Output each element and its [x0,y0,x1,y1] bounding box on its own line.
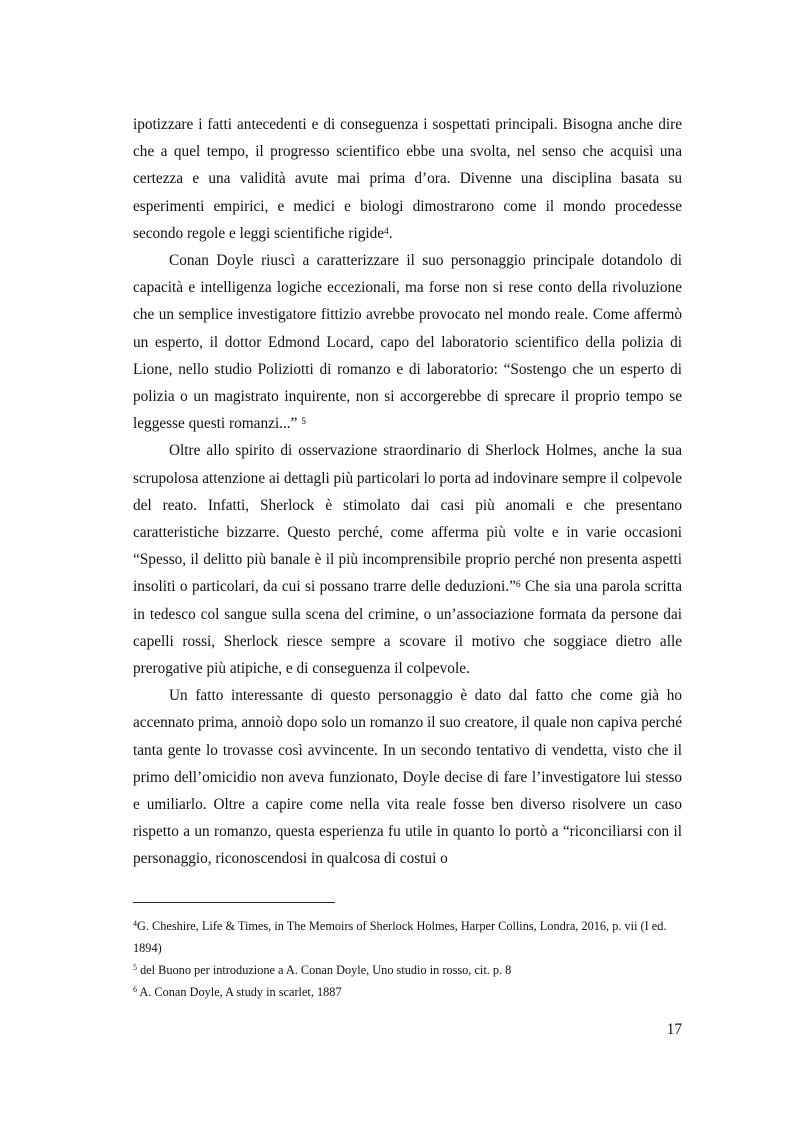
footnote [133,981,682,1003]
paragraph [133,682,682,872]
paragraph-text: Oltre allo spirito di osservazione straordinario di Sherlock Holmes, anche la sua scrupolosa attenzione ai dettagli più particolari lo porta ad indovinare sempre il colpevole del reato. Infatti, Sherlock è stimolato dai casi più anomali e che presentano caratteristiche bizzarre. Questo perché, come afferma più volte e in varie occasioni “Spesso, il delitto più banale è il più incomprensibile proprio perché non presenta aspetti insoliti o particolari, da cui si possano trarre delle deduzioni.” [133,442,682,596]
body-text [133,111,682,873]
paragraph-text: Un fatto interessante di questo personaggio è dato dal fatto che come già ho accennato prima, annoiò dopo solo un romanzo il suo creatore, il quale non capiva perché tanta gente lo trovasse così avvincente. In un secondo tentativo di vendetta, visto che il primo dell’omicidio non aveva funzionato, Doyle decise di fare l’investigatore lui stesso e umiliarlo. Oltre a capire come nella vita reale fosse ben diverso risolvere un caso rispetto a un romanzo, questa esperienza fu utile in quanto lo portò a “riconciliarsi con il personaggio, riconoscendosi in qualcosa di costui o [133,687,682,868]
footnote-reference[interactable]: 5 [301,416,306,427]
footnotes [133,915,682,1003]
paragraph [133,247,682,437]
footnote [133,959,682,981]
footnote-text: del Buono per introduzione a A. Conan Doyle, Uno studio in rosso, cit. p. 8 [137,963,512,977]
footnote-mark: 6 [133,985,137,994]
paragraph-text-continued: . [388,224,393,242]
paragraph-text: Conan Doyle riuscì a caratterizzare il suo personaggio principale dotandolo di capacità e intelligenza logiche eccezionali, ma forse non si rese conto della rivoluzione che un semplice investigatore fittizio avrebbe provocato nel mondo reale. Come affermò un esperto, il dottor Edmond Locard, capo del laboratorio scientifico della polizia di Lione, nello studio Poliziotti di romanzo e di laboratorio: “Sostengo che un esperto di polizia o un magistrato inquirente, non si accorgerebbe di sprecare il proprio tempo se leggesse questi romanzi...” [133,252,682,433]
footnote-reference[interactable]: 4 [384,226,389,237]
paragraph [133,111,682,247]
footnote-mark: 5 [133,963,137,972]
footnote-separator [133,902,335,903]
page-number: 17 [666,1021,682,1038]
paragraph-text: ipotizzare i fatti antecedenti e di conseguenza i sospettati principali. Bisogna anche dire che a quel tempo, il progresso scientifico ebbe una svolta, nel senso che acquisì una certezza e una validità avute mai prima d’ora. Divenne una disciplina basata su esperimenti empirici, e medici e biologi dimostrarono come il mondo procedesse secondo regole e leggi scientifiche rigide [133,116,682,242]
footnote-text: A. Conan Doyle, A study in scarlet, 1887 [137,985,342,999]
paragraph-text-continued: Che sia una parola scritta in tedesco col sangue sulla scena del crimine, o un’associazione formata da persone dai capelli rossi, Sherlock riesce sempre a scovare il motivo che soggiace dietro alle prerogative più atipiche, e di conseguenza il colpevole. [133,578,682,678]
footnote [133,915,682,959]
footnote-reference[interactable]: 6 [515,580,521,591]
footnote-mark: 4 [133,919,137,928]
footnote-text: G. Cheshire, Life & Times, in The Memoirs of Sherlock Holmes, Harper Collins, Londra, 2016, p. vii (I ed. 1894) [133,919,667,955]
paragraph [133,437,682,682]
